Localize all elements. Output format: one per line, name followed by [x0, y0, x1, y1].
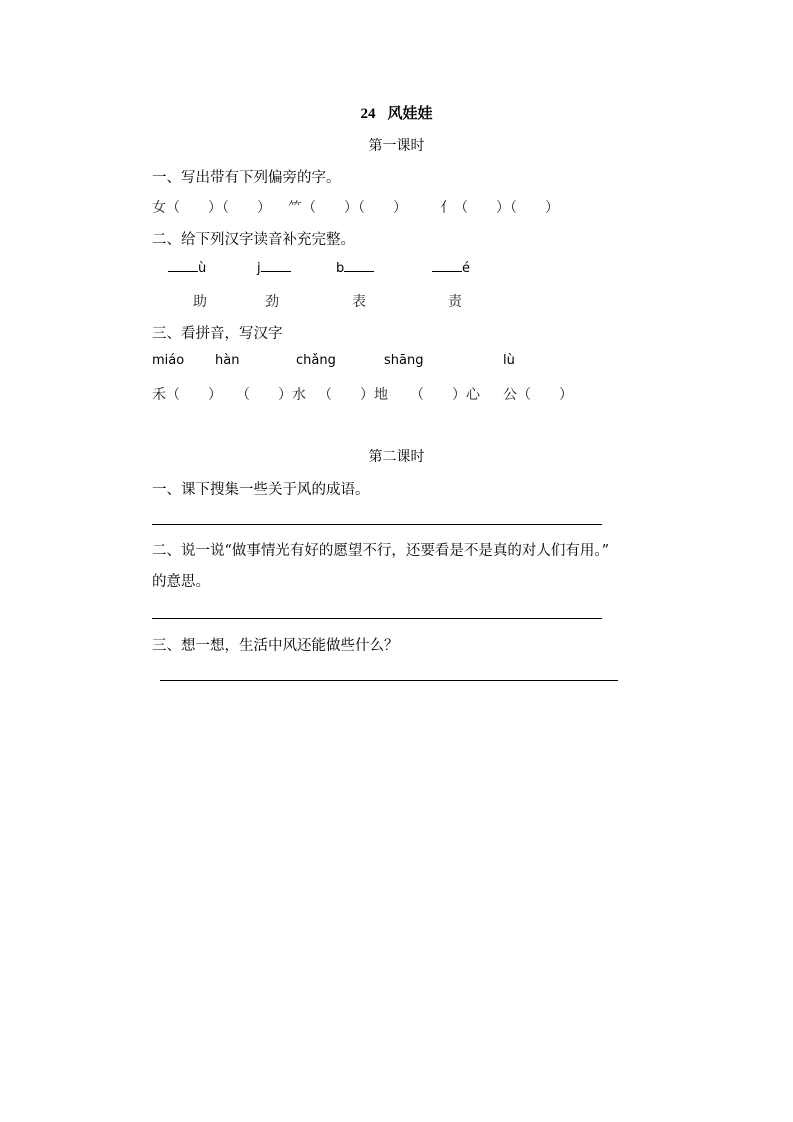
pinyin-completion	[432, 259, 470, 276]
radical-char: ⺮	[288, 200, 302, 216]
pinyin-blank[interactable]	[261, 259, 291, 272]
fill-item: （ ）地	[318, 387, 388, 403]
pinyin-completion	[336, 259, 374, 276]
radical-item	[440, 197, 559, 217]
pinyin-label: chǎng	[296, 353, 336, 368]
pinyin-label: shāng	[384, 353, 424, 368]
hanzi-char: 助	[193, 294, 207, 310]
answer-blanks: （ ）（ ）	[454, 200, 559, 216]
answer-line[interactable]	[152, 524, 602, 525]
lesson2-q1-prompt: 一、课下搜集一些关于风的成语。	[152, 482, 370, 498]
pinyin-label: hàn	[215, 353, 240, 368]
pinyin-label: miáo	[152, 353, 185, 368]
lesson-number: 24	[360, 106, 376, 122]
answer-blanks: （ ）（ ）	[302, 200, 407, 216]
answer-line[interactable]	[152, 618, 602, 619]
lesson2-q3-prompt: 三、想一想，生活中风还能做些什么？	[152, 638, 399, 654]
radical-char: 亻	[440, 200, 454, 216]
pinyin-fragment: é	[462, 261, 470, 276]
hanzi-char: 责	[448, 294, 462, 310]
radical-char: 女	[152, 200, 166, 216]
fill-item: （ ）心	[410, 387, 480, 403]
fill-item: 禾（ ）	[152, 387, 222, 403]
pinyin-blank[interactable]	[344, 259, 374, 272]
page-title	[0, 102, 793, 123]
pinyin-blank[interactable]	[168, 259, 198, 272]
lesson2-q2-prompt: 二、说一说“做事情光有好的愿望不行，还要看是不是真的对人们有用。”	[152, 543, 610, 559]
pinyin-fragment: b	[336, 261, 345, 276]
lesson2-heading: 第二课时	[368, 449, 425, 465]
pinyin-fragment: ù	[198, 261, 207, 276]
lesson1-heading: 第一课时	[368, 138, 425, 154]
pinyin-completion	[168, 259, 206, 276]
hanzi-char: 劲	[265, 294, 279, 310]
radical-item	[288, 197, 407, 217]
lesson2-q2-prompt-cont: 的意思。	[152, 574, 210, 590]
answer-blanks: （ ）（ ）	[166, 200, 271, 216]
fill-item: 公（ ）	[503, 387, 573, 403]
answer-line[interactable]	[160, 680, 618, 681]
lesson-title: 风娃娃	[387, 104, 433, 122]
lesson1-q2-prompt: 二、给下列汉字读音补充完整。	[152, 232, 355, 248]
lesson1-q1-prompt: 一、写出带有下列偏旁的字。	[152, 170, 341, 186]
hanzi-char: 表	[352, 294, 366, 310]
pinyin-label: lù	[503, 353, 515, 368]
pinyin-completion	[257, 259, 291, 276]
fill-item: （ ）水	[236, 387, 306, 403]
radical-item	[152, 197, 271, 217]
pinyin-blank[interactable]	[432, 259, 462, 272]
pinyin-fragment: j	[257, 261, 261, 276]
lesson1-q3-prompt: 三、看拼音，写汉字	[152, 326, 283, 342]
